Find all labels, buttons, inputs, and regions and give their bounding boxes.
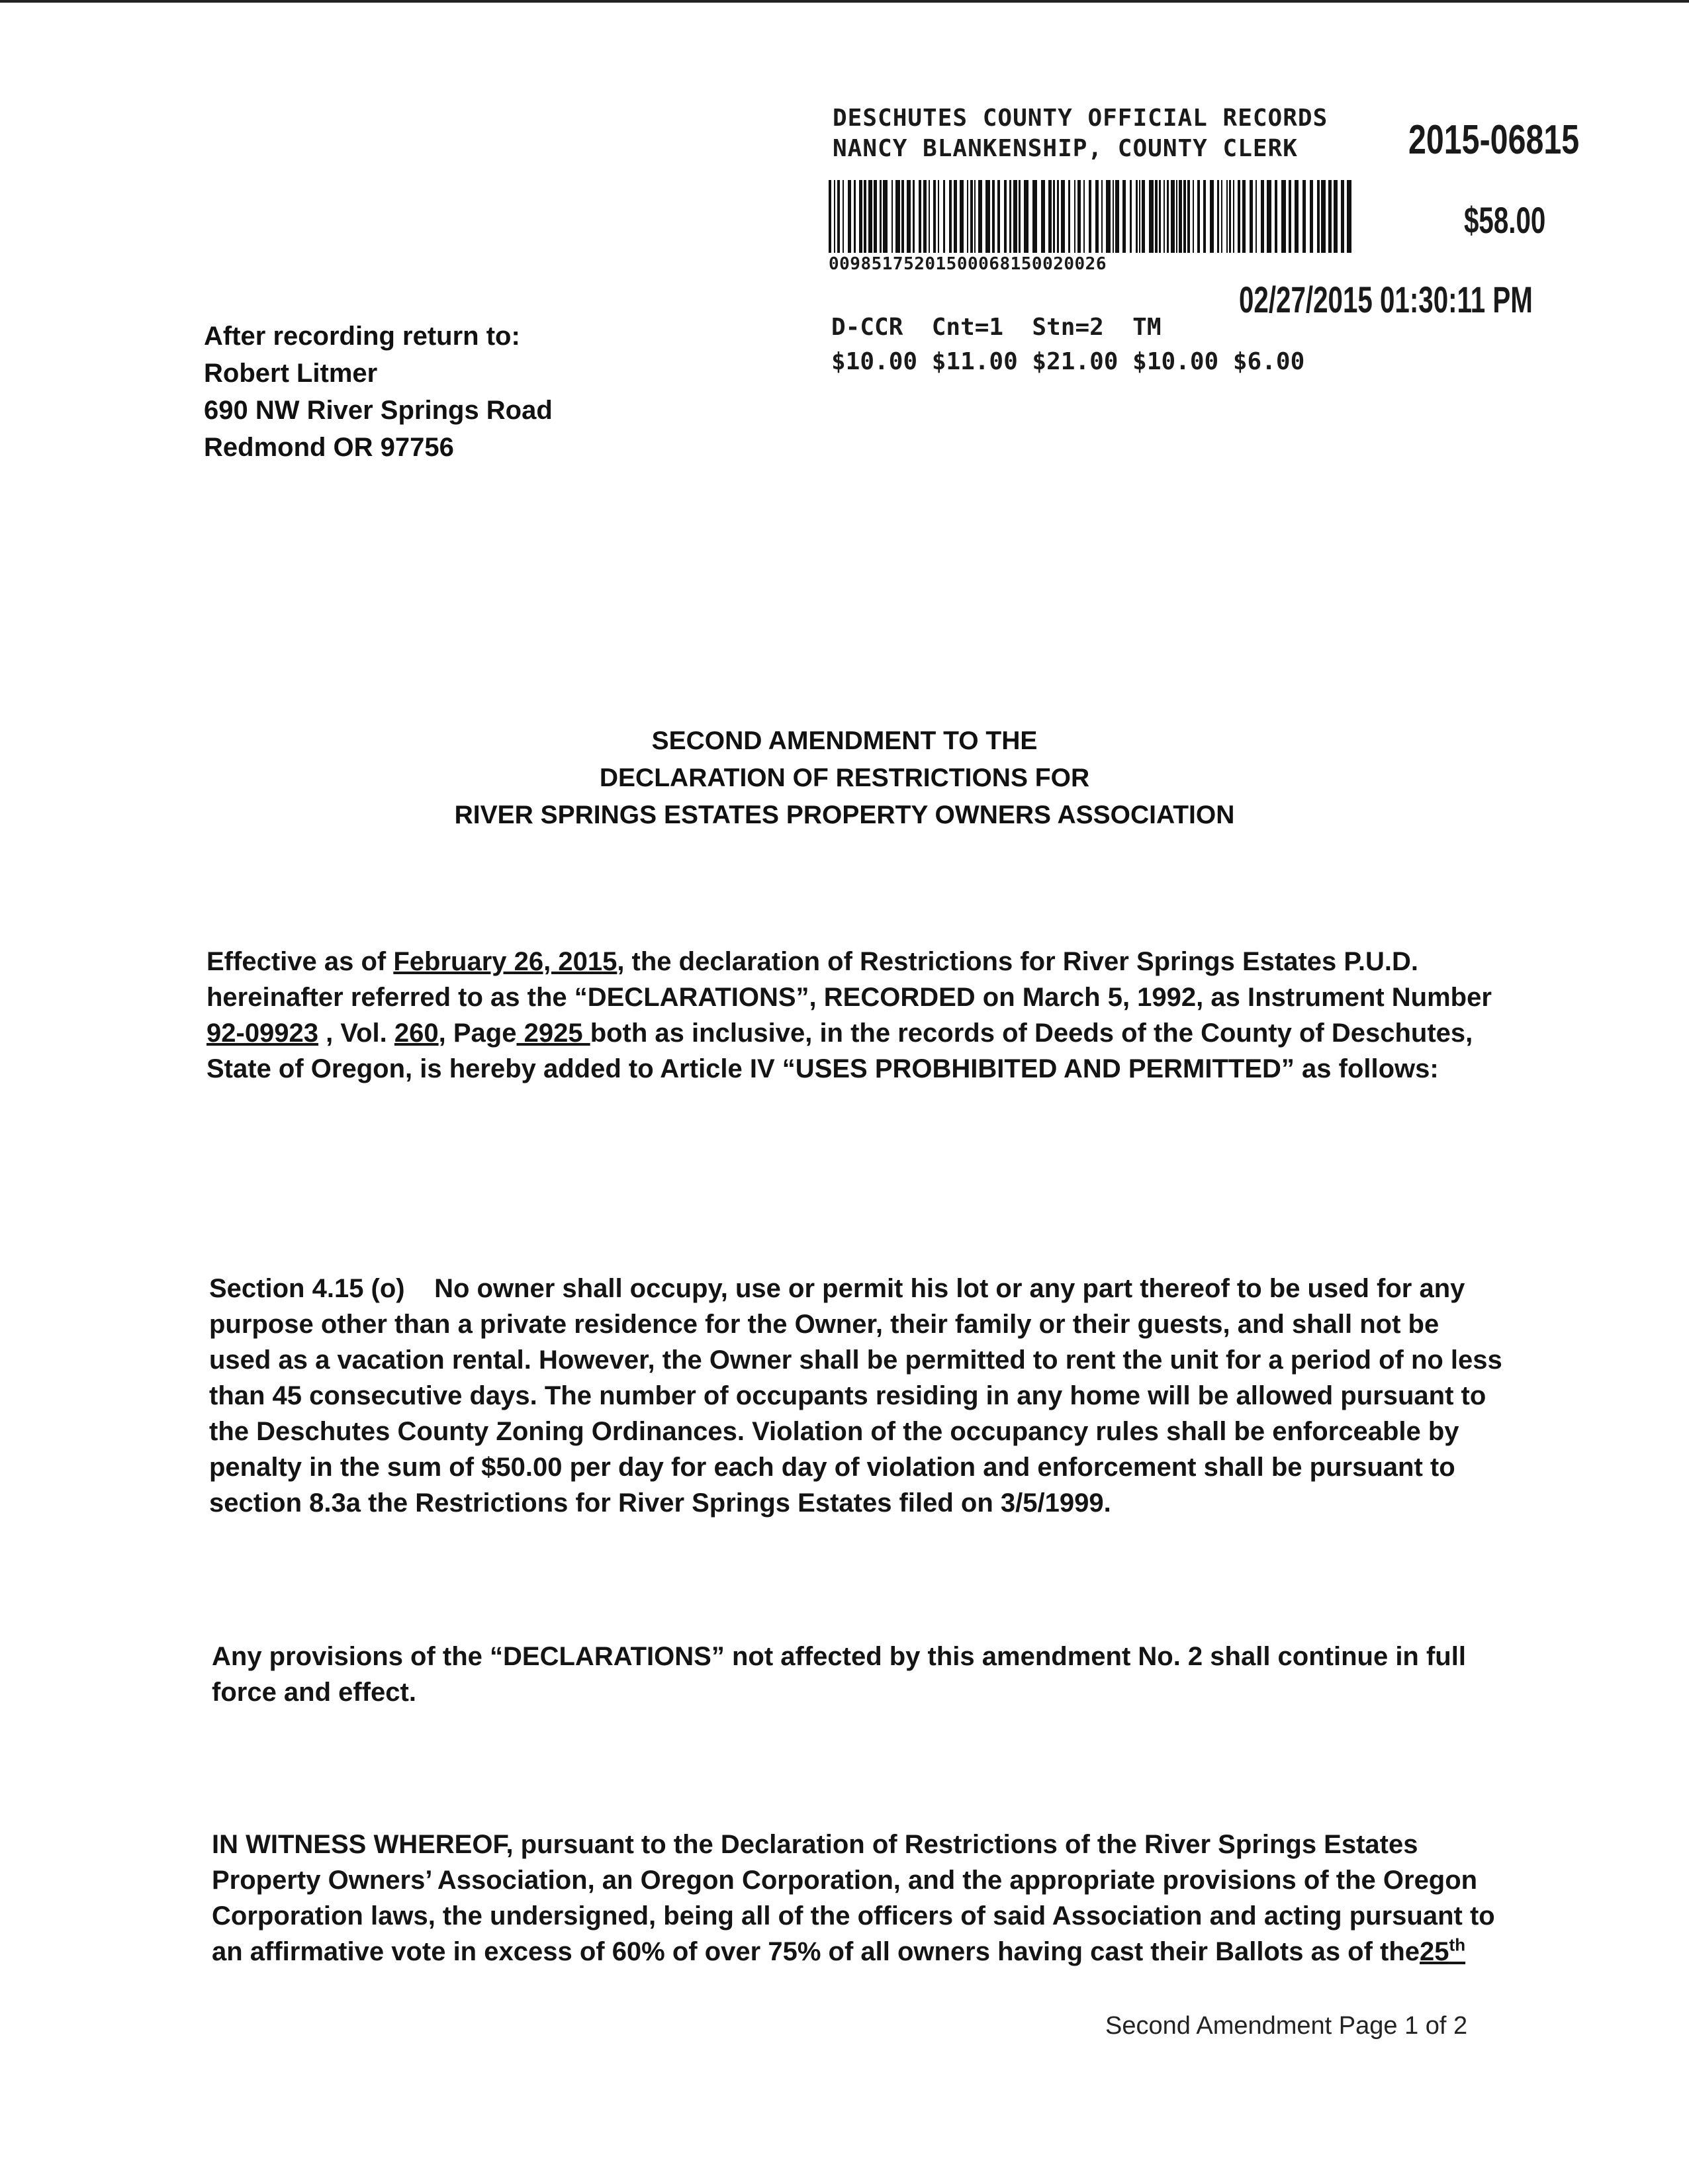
effective-date-paragraph bbox=[206, 944, 1504, 1087]
return-city: Redmond OR 97756 bbox=[204, 433, 454, 462]
recording-total-fee: $58.00 bbox=[1464, 199, 1546, 241]
barcode-bar bbox=[978, 180, 982, 253]
barcode-bar bbox=[1275, 180, 1277, 253]
barcode-bar bbox=[1130, 180, 1132, 253]
barcode-bar bbox=[938, 180, 939, 253]
barcode-bar bbox=[1159, 180, 1161, 253]
barcode-bar bbox=[1142, 180, 1145, 253]
witness-day bbox=[1420, 1934, 1466, 1966]
p1-text-b: , Vol. bbox=[318, 1019, 394, 1048]
barcode-bar bbox=[1077, 180, 1081, 253]
barcode-bar bbox=[834, 180, 835, 253]
barcode-bar bbox=[1334, 180, 1338, 253]
barcode-bar bbox=[1024, 180, 1028, 253]
barcode-bar bbox=[864, 180, 866, 253]
recording-stamp-header bbox=[833, 103, 1328, 164]
barcode-bar bbox=[1041, 180, 1045, 253]
barcode-bar bbox=[1321, 180, 1326, 253]
barcode-bar bbox=[1187, 180, 1190, 253]
county-records-line: DESCHUTES COUNTY OFFICIAL RECORDS bbox=[833, 105, 1328, 132]
barcode-bar bbox=[837, 180, 840, 253]
barcode-bar bbox=[891, 180, 893, 253]
barcode-bar bbox=[848, 180, 851, 253]
recorded-datetime: 02/27/2015 01:30:11 PM bbox=[1239, 279, 1533, 320]
p1-text-a: , the declaration of Restrictions for River Springs Estates P.U.D. hereinafter referred to as the “DECLARATIONS”, RECORDED on March 5, 1992, as Instrument Number bbox=[206, 947, 1492, 1012]
barcode-bar bbox=[949, 180, 952, 253]
barcode-bar bbox=[1229, 180, 1231, 253]
effective-date: February 26, 2015 bbox=[393, 947, 617, 976]
barcode-bar bbox=[1255, 180, 1257, 253]
page-number: 2925 bbox=[516, 1019, 590, 1048]
return-street: 690 NW River Springs Road bbox=[204, 396, 553, 425]
barcode-bar bbox=[1113, 180, 1114, 253]
barcode-bar bbox=[1009, 180, 1011, 253]
barcode-bar bbox=[854, 180, 856, 253]
barcode-bar bbox=[967, 180, 968, 253]
barcode-bar bbox=[883, 180, 888, 253]
section-4-15-paragraph: Section 4.15 (o) No owner shall occupy, use or permit his lot or any part thereof to be used for any purpose other than a private residence for the Owner, their family or their guests, and shall not be used as a vacation rental. However, the Owner shall be permitted to rent the unit for a period of no less than 45 consecutive days. The number of occupants residing in any home will be allowed pursuant to the Deschutes County Zoning Ordinances. Violation of the occupancy rules shall be enforceable by penalty in the sum of $50.00 per day for each day of violation and enforcement shall be pursuant to section 8.3a the Restrictions for River Springs Estates filed on 3/5/1999. bbox=[209, 1274, 1510, 1518]
barcode-bar bbox=[954, 180, 957, 253]
barcode-bar bbox=[874, 180, 877, 253]
barcode-bar bbox=[992, 180, 995, 253]
page-footer: Second Amendment Page 1 of 2 bbox=[1105, 2012, 1468, 2040]
barcode-bar bbox=[880, 180, 882, 253]
barcode-bar bbox=[868, 180, 872, 253]
barcode-bar bbox=[1221, 180, 1222, 253]
barcode-bar bbox=[1217, 180, 1219, 253]
barcode-bar bbox=[1155, 180, 1158, 253]
barcode-bar bbox=[843, 180, 844, 253]
barcode-bar bbox=[1250, 180, 1253, 253]
witness-day-number: 25 bbox=[1420, 1937, 1449, 1966]
title-line-1: SECOND AMENDMENT TO THE bbox=[651, 727, 1038, 755]
barcode-bar bbox=[985, 180, 990, 253]
barcode-bar bbox=[1233, 180, 1234, 253]
barcode-bar bbox=[1261, 180, 1264, 253]
barcode-bar bbox=[1089, 180, 1091, 253]
barcode-bar bbox=[1053, 180, 1055, 253]
barcode-bar bbox=[1317, 180, 1320, 253]
barcode-bar bbox=[1193, 180, 1194, 253]
barcode-bar bbox=[919, 180, 921, 253]
barcode-bar bbox=[1083, 180, 1085, 253]
witness-paragraph bbox=[212, 1827, 1509, 1970]
barcode-bar bbox=[1203, 180, 1206, 253]
barcode-bar bbox=[907, 180, 911, 253]
barcode-bar bbox=[1013, 180, 1017, 253]
barcode-bar bbox=[895, 180, 900, 253]
barcode-bar bbox=[970, 180, 973, 253]
barcode-bar bbox=[1176, 180, 1177, 253]
barcode-bar bbox=[1310, 180, 1313, 253]
barcode-bar bbox=[1267, 180, 1271, 253]
county-clerk-line: NANCY BLANKENSHIP, COUNTY CLERK bbox=[833, 135, 1298, 162]
provisions-paragraph: Any provisions of the “DECLARATIONS” not affected by this amendment No. 2 shall continue in full force and effect. bbox=[212, 1642, 1466, 1707]
barcode-bar bbox=[960, 180, 964, 253]
barcode-bar bbox=[1347, 180, 1351, 253]
barcode-bar bbox=[1139, 180, 1140, 253]
barcode-bar bbox=[923, 180, 927, 253]
barcode-bar bbox=[1171, 180, 1175, 253]
return-address-block bbox=[204, 318, 553, 466]
barcode-bar bbox=[1068, 180, 1070, 253]
p1-prefix: Effective as of bbox=[206, 947, 394, 976]
barcode-bar bbox=[1197, 180, 1200, 253]
barcode-bar bbox=[1238, 180, 1240, 253]
barcode-bar bbox=[859, 180, 862, 253]
barcode-bar bbox=[1057, 180, 1059, 253]
p1-text-c: , Page bbox=[438, 1019, 517, 1048]
barcode-bar bbox=[1164, 180, 1165, 253]
barcode-bar bbox=[1095, 180, 1099, 253]
barcode-bar bbox=[1101, 180, 1103, 253]
return-heading: After recording return to: bbox=[204, 322, 520, 351]
barcode-digits: 00985175201500068150020026 bbox=[829, 254, 1107, 274]
barcode-bar bbox=[1242, 180, 1246, 253]
recording-fee-breakdown: $10.00 $11.00 $21.00 $10.00 $6.00 bbox=[831, 348, 1305, 375]
barcode-bar bbox=[974, 180, 976, 253]
instrument-number: 92-09923 bbox=[206, 1019, 319, 1048]
barcode-bar bbox=[1106, 180, 1111, 253]
recording-codes: D-CCR Cnt=1 Stn=2 TM bbox=[831, 314, 1162, 341]
p1-text-d: both as inclusive, in the records of Deeds of the County of Deschutes, State of Oregon, is hereby added to Article IV “USES PROBHIBITED AND PERMITTED” as follows: bbox=[206, 1019, 1473, 1083]
volume-number: 260 bbox=[394, 1019, 439, 1048]
title-line-3: RIVER SPRINGS ESTATES PROPERTY OWNERS ASSOCIATION bbox=[454, 801, 1235, 829]
barcode-bar bbox=[1167, 180, 1169, 253]
barcode-bar bbox=[1115, 180, 1119, 253]
recording-instrument-number: 2015-06815 bbox=[1408, 117, 1580, 163]
return-name: Robert Litmer bbox=[204, 359, 378, 388]
barcode-bar bbox=[1136, 180, 1138, 253]
barcode-bar bbox=[829, 180, 831, 253]
title-line-2: DECLARATION OF RESTRICTIONS FOR bbox=[599, 764, 1090, 792]
barcode-bar bbox=[1183, 180, 1186, 253]
barcode-bar bbox=[1295, 180, 1299, 253]
barcode-bar bbox=[1328, 180, 1332, 253]
barcode-bar bbox=[1179, 180, 1182, 253]
barcode-bar bbox=[1019, 180, 1021, 253]
barcode-bar bbox=[1061, 180, 1065, 253]
scan-edge-line bbox=[0, 0, 1689, 3]
barcode-bar bbox=[1226, 180, 1228, 253]
barcode-bar bbox=[1289, 180, 1291, 253]
barcode-bar bbox=[943, 180, 945, 253]
barcode-bar bbox=[901, 180, 904, 253]
barcode-bar bbox=[1032, 180, 1037, 253]
witness-text: IN WITNESS WHEREOF, pursuant to the Declaration of Restrictions of the River Springs Estates Property Owners’ Association, an Oregon Corporation, and the appropriate provisions of the Oregon Corporation laws, the undersigned, being all of the officers of said Association and acting pursuant to an affirmative vote in excess of 60% of over 75% of all owners having cast their Ballots as of the bbox=[212, 1830, 1495, 1966]
barcode-bar bbox=[913, 180, 915, 253]
barcode-bar bbox=[1122, 180, 1126, 253]
barcode-bar bbox=[1149, 180, 1154, 253]
recording-barcode bbox=[829, 180, 1351, 253]
document-title bbox=[0, 723, 1689, 834]
barcode-bar bbox=[1074, 180, 1075, 253]
barcode-bar bbox=[1281, 180, 1286, 253]
barcode-bar bbox=[997, 180, 1000, 253]
barcode-bar bbox=[929, 180, 930, 253]
barcode-bar bbox=[1341, 180, 1344, 253]
witness-day-suffix: th bbox=[1449, 1934, 1466, 1955]
barcode-bar bbox=[1004, 180, 1007, 253]
barcode-bar bbox=[1210, 180, 1214, 253]
barcode-bar bbox=[1048, 180, 1052, 253]
barcode-bar bbox=[1302, 180, 1306, 253]
barcode-bar bbox=[933, 180, 936, 253]
